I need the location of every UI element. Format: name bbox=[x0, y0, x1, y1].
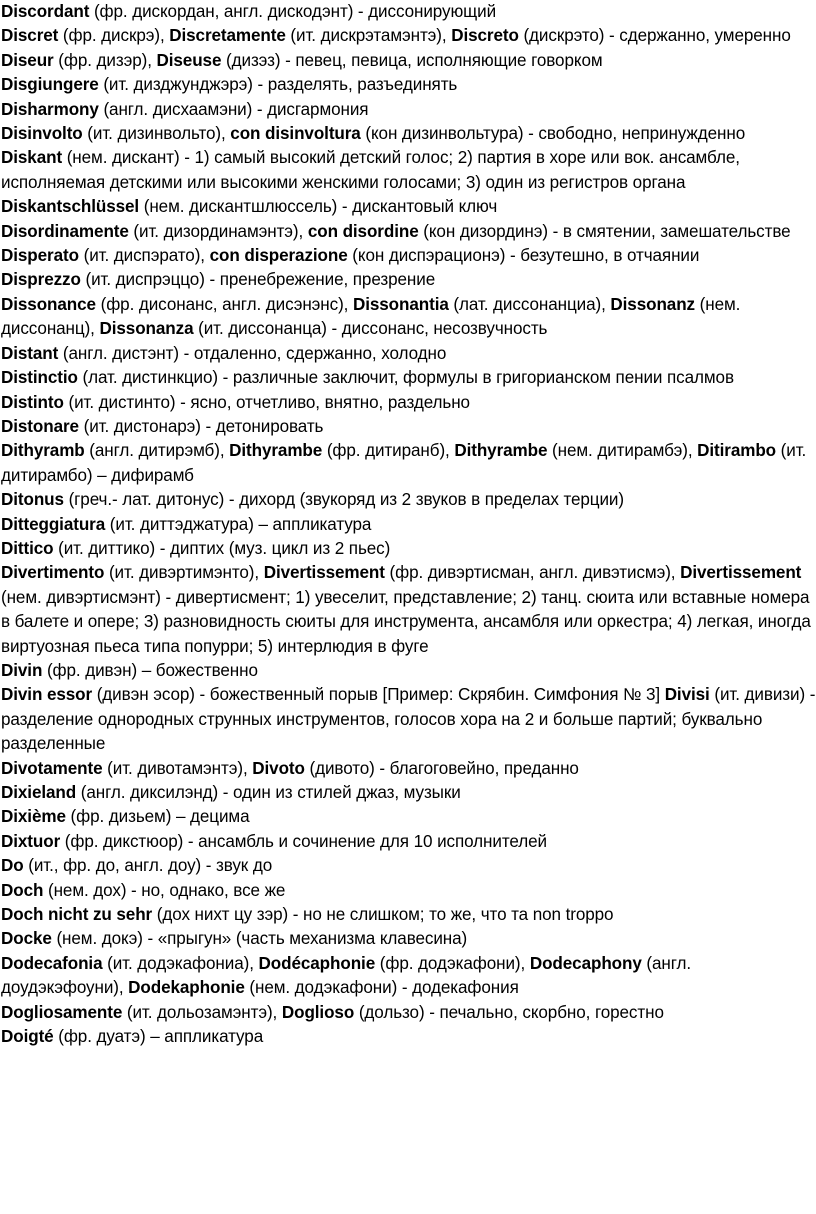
entry-gloss: (дискрэто) - сдержанно, умеренно bbox=[518, 26, 791, 46]
glossary-entry bbox=[1, 220, 816, 244]
entry-gloss: (лат. диссонанциа), bbox=[448, 294, 611, 314]
entry-term: Discret bbox=[1, 26, 59, 46]
entry-gloss: (кон дизинвольтура) - свободно, непринужденно bbox=[360, 124, 746, 144]
glossary-entry bbox=[1, 879, 816, 903]
entry-gloss: (нем. дискант) - 1) самый высокий детский голос; 2) партия в хоре или вок. ансамбле, исполняемая детскими или высокими женскими голосами; 3) один из регистров органа bbox=[1, 148, 740, 192]
entry-gloss: (кон диспэрационэ) - безутешно, в отчаянии bbox=[347, 246, 700, 266]
glossary-entry bbox=[1, 73, 816, 97]
entry-term: Dissonanz bbox=[610, 294, 695, 314]
entry-gloss: (ит. дизординамэнтэ), bbox=[128, 221, 308, 241]
entry-gloss: (англ. дитирэмб), bbox=[84, 441, 230, 461]
entry-term: Doch nicht zu sehr bbox=[1, 905, 153, 925]
entry-term: Discretamente bbox=[169, 26, 286, 46]
entry-term: Ditonus bbox=[1, 490, 64, 510]
entry-term: Divertimento bbox=[1, 563, 105, 583]
entry-term: Dissonanza bbox=[99, 319, 194, 339]
entry-term: Dodekaphonie bbox=[128, 978, 245, 998]
glossary-entry bbox=[1, 1001, 816, 1025]
entry-gloss: (англ. диксилэнд) - один из стилей джаз, музыки bbox=[76, 783, 461, 802]
entry-gloss: (ит. диссонанца) - диссонанс, несозвучность bbox=[193, 319, 548, 339]
entry-gloss: (ит. дискрэтамэнтэ), bbox=[285, 26, 452, 46]
entry-gloss: (ит. дивотамэнтэ), bbox=[102, 758, 253, 778]
entry-gloss: (нем. докэ) - «прыгун» (часть механизма клавесина) bbox=[51, 929, 468, 949]
entry-term: Dithyramb bbox=[1, 441, 85, 461]
entry-gloss: (ит. дивэртимэнто), bbox=[104, 563, 264, 583]
glossary-entry bbox=[1, 781, 816, 805]
entry-term: Disperato bbox=[1, 246, 79, 266]
entry-term: Dissonance bbox=[1, 294, 96, 314]
glossary-entry bbox=[1, 513, 816, 537]
glossary-entry bbox=[1, 1025, 816, 1049]
entry-term: Dodécaphonie bbox=[258, 953, 376, 973]
glossary-entry bbox=[1, 903, 816, 927]
entry-term: Dixtuor bbox=[1, 831, 61, 851]
glossary-entry bbox=[1, 195, 816, 219]
entry-term: Distant bbox=[1, 343, 59, 363]
entry-gloss: (ит., фр. до, англ. доу) - звук до bbox=[23, 856, 273, 876]
entry-term: Docke bbox=[1, 929, 52, 949]
entry-gloss: (нем. дитирамбэ), bbox=[547, 441, 698, 461]
entry-gloss: (нем. диссонанц), bbox=[1, 294, 741, 339]
glossary-entry bbox=[1, 24, 816, 48]
glossary-entry bbox=[1, 391, 816, 415]
entry-term: Dogliosamente bbox=[1, 1002, 123, 1022]
entry-term: Divoto bbox=[252, 758, 305, 778]
entry-gloss: (дивото) - благоговейно, преданно bbox=[304, 758, 579, 778]
entry-gloss: (англ. доудэкэфоуни), bbox=[1, 953, 692, 998]
entry-gloss: (ит. дитирамбо) – дифирамб bbox=[1, 441, 807, 485]
entry-gloss: (фр. дисонанс, англ. дисэнэнс), bbox=[95, 294, 353, 314]
glossary-entry bbox=[1, 244, 816, 268]
glossary-entry bbox=[1, 98, 816, 122]
glossary-entry bbox=[1, 0, 816, 24]
entry-gloss: (фр. дизэр), bbox=[53, 50, 157, 70]
glossary-entry bbox=[1, 683, 816, 756]
entry-term: Distinto bbox=[1, 392, 64, 412]
entry-gloss: (фр. дивэртисман, англ. дивэтисмэ), bbox=[384, 563, 681, 583]
entry-term: Dodecaphony bbox=[529, 953, 642, 973]
entry-term: Divisi bbox=[664, 685, 710, 705]
glossary-entry bbox=[1, 927, 816, 951]
entry-gloss: (ит. дизджунджэрэ) - разделять, разъединять bbox=[98, 75, 458, 95]
entry-term: Dithyrambe bbox=[229, 441, 323, 461]
entry-gloss: (фр. дикстюор) - ансамбль и сочинение для 10 исполнителей bbox=[60, 831, 547, 851]
entry-gloss: (ит. дивизи) - разделение однородных струнных инструментов, голосов хора на 2 и больше партий; буквально разделенные bbox=[1, 685, 816, 754]
glossary-entry bbox=[1, 366, 816, 390]
entry-term: Dissonantia bbox=[352, 294, 449, 314]
glossary-entry bbox=[1, 805, 816, 829]
glossary-entry bbox=[1, 49, 816, 73]
entry-term: Doglioso bbox=[281, 1002, 355, 1022]
entry-gloss: (нем. додэкафони) - додекафония bbox=[244, 978, 519, 998]
entry-gloss: (нем. дох) - но, однако, все же bbox=[43, 880, 286, 900]
entry-gloss: (ит. дольозамэнтэ), bbox=[122, 1002, 282, 1022]
entry-term: Diseur bbox=[1, 50, 54, 70]
entry-term: con disperazione bbox=[209, 246, 348, 266]
entry-gloss: (ит. диттэджатура) – аппликатура bbox=[105, 514, 372, 534]
glossary-entry bbox=[1, 537, 816, 561]
entry-term: Divertissement bbox=[263, 563, 385, 583]
entry-gloss: (фр. додэкафони), bbox=[375, 953, 530, 973]
glossary-entry bbox=[1, 830, 816, 854]
entry-gloss: (фр. дизьем) – децима bbox=[65, 807, 250, 827]
entry-gloss: (ит. диспрэццо) - пренебрежение, презрение bbox=[80, 270, 436, 290]
glossary-entry bbox=[1, 488, 816, 512]
entry-term: Ditteggiatura bbox=[1, 514, 106, 534]
entry-gloss: (фр. дискордан, англ. дискодэнт) - диссонирующий bbox=[89, 2, 497, 21]
glossary-entry bbox=[1, 268, 816, 292]
entry-term: Diskantschlüssel bbox=[1, 197, 140, 217]
glossary-entry bbox=[1, 439, 816, 488]
entry-gloss: (нем. дивэртисмэнт) - дивертисмент; 1) увеселит, представление; 2) танц. сюита или вставные номера в балете и опере; 3) разновидность сюиты для инструмента, ансамбля или оркестра; 4) легкая, иногда виртуозная пьеса типа попурри; 5) интерлюдия в фуге bbox=[1, 587, 811, 656]
entry-gloss: (лат. дистинкцио) - различные заключит, формулы в григорианском пении псалмов bbox=[77, 368, 734, 388]
entry-term: Disharmony bbox=[1, 99, 99, 119]
entry-gloss: (дизэз) - певец, певица, исполняющие говорком bbox=[221, 50, 603, 70]
entry-term: Discordant bbox=[1, 2, 90, 21]
entry-term: Disgiungere bbox=[1, 75, 99, 95]
entry-term: Doigté bbox=[1, 1027, 54, 1047]
entry-term: Disprezzo bbox=[1, 270, 81, 290]
entry-gloss: (кон дизординэ) - в смятении, замешательстве bbox=[418, 221, 791, 241]
glossary-entry bbox=[1, 293, 816, 342]
entry-term: Divin essor bbox=[1, 685, 93, 705]
entry-term: con disordine bbox=[307, 221, 419, 241]
glossary-entry bbox=[1, 146, 816, 195]
entry-gloss: (нем. дискантшлюссель) - дискантовый ключ bbox=[139, 197, 498, 217]
glossary-entry bbox=[1, 854, 816, 878]
glossary-entry bbox=[1, 757, 816, 781]
entry-term: Discreto bbox=[451, 26, 519, 46]
entry-gloss: (ит. дистинто) - ясно, отчетливо, внятно, раздельно bbox=[63, 392, 470, 412]
entry-term: Divertissement bbox=[680, 563, 802, 583]
entry-gloss: (ит. дизинвольто), bbox=[82, 124, 231, 144]
entry-gloss: (греч.- лат. дитонус) - дихорд (звукоряд из 2 звуков в пределах терции) bbox=[63, 490, 624, 510]
entry-term: Distonare bbox=[1, 416, 79, 436]
glossary-entry bbox=[1, 122, 816, 146]
glossary-entry bbox=[1, 561, 816, 659]
entry-gloss: (дох нихт цу зэр) - но не слишком; то же, что та non troppo bbox=[152, 905, 614, 925]
entry-term: Diskant bbox=[1, 148, 63, 168]
entry-term: Diseuse bbox=[156, 50, 222, 70]
entry-gloss: (ит. додэкафониа), bbox=[102, 953, 259, 973]
glossary-entry bbox=[1, 952, 816, 1001]
glossary-entry bbox=[1, 659, 816, 683]
entry-term: Dittico bbox=[1, 538, 54, 558]
entry-term: Ditirambo bbox=[697, 441, 777, 461]
glossary-entry bbox=[1, 342, 816, 366]
entry-gloss: (ит. диттико) - диптих (муз. цикл из 2 пьес) bbox=[53, 538, 391, 558]
entry-term: Dithyrambe bbox=[454, 441, 548, 461]
entry-term: Dodecafonia bbox=[1, 953, 103, 973]
entry-gloss: (фр. дуатэ) – аппликатура bbox=[53, 1027, 264, 1047]
entry-gloss: (фр. дискрэ), bbox=[58, 26, 170, 46]
entry-term: Doch bbox=[1, 880, 44, 900]
entry-gloss: (фр. дивэн) – божественно bbox=[42, 660, 258, 680]
entry-gloss: (англ. дисхаамэни) - дисгармония bbox=[98, 99, 369, 119]
entry-gloss: (дивэн эсор) - божественный порыв [Пример: Скрябин. Симфония № 3] bbox=[92, 685, 665, 705]
entry-gloss: (фр. дитиранб), bbox=[322, 441, 455, 461]
entry-term: Disordinamente bbox=[1, 221, 129, 241]
entry-term: Divin bbox=[1, 660, 43, 680]
entry-gloss: (англ. дистэнт) - отдаленно, сдержанно, холодно bbox=[58, 343, 447, 363]
entry-gloss: (ит. диспэрато), bbox=[78, 246, 210, 266]
entry-gloss: (дользо) - печально, скорбно, горестно bbox=[354, 1002, 664, 1022]
entry-term: Disinvolto bbox=[1, 124, 83, 144]
entry-term: Distinctio bbox=[1, 368, 78, 388]
entry-gloss: (ит. дистонарэ) - детонировать bbox=[78, 416, 324, 436]
entry-term: Divotamente bbox=[1, 758, 103, 778]
entry-term: Do bbox=[1, 856, 24, 876]
entry-term: Dixième bbox=[1, 807, 66, 827]
entry-term: Dixieland bbox=[1, 783, 77, 802]
glossary-entry bbox=[1, 415, 816, 439]
entry-term: con disinvoltura bbox=[230, 124, 361, 144]
